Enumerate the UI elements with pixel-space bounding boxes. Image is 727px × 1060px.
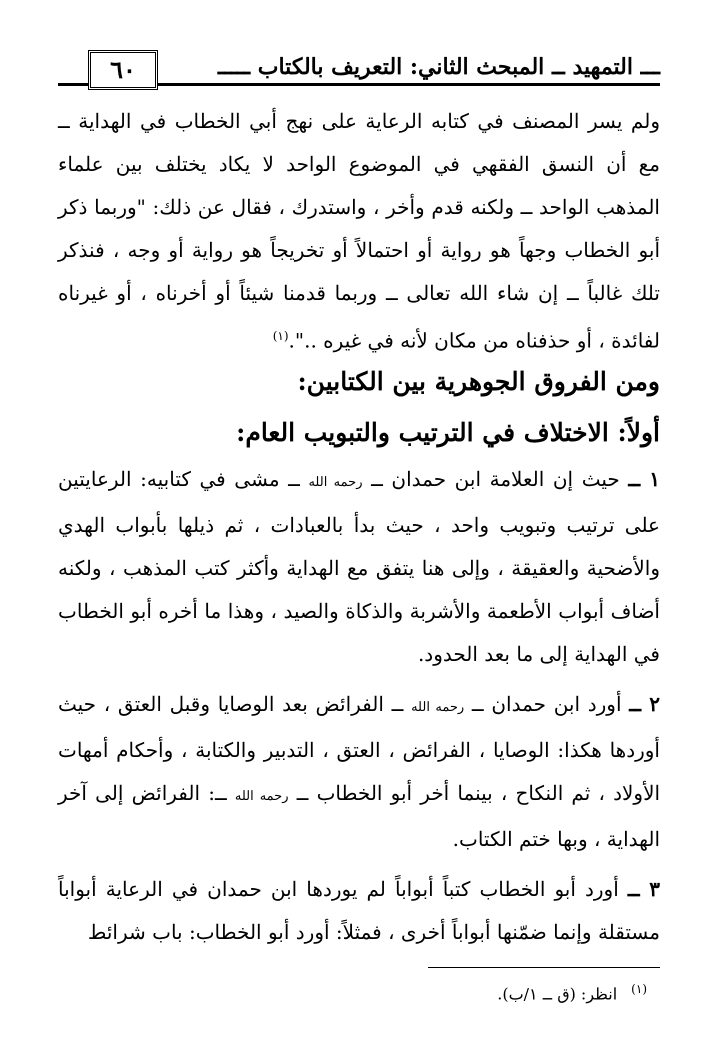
honorific: رحمه الله <box>234 789 289 804</box>
item-text: ــ مشى في كتابيه: الرعايتين على ترتيب وتبويب واحد ، حيث بدأ بالعبادات ، ثم ذيلها بأبواب الهدي والأضحية والعقيقة ، وإلى هنا يتفق مع الهداية وأكثر كتب المذهب ، ولكنه أضاف أبواب الأطعمة والأشربة والذكاة والصيد ، وهذا ما أخره أبو الخطاب في الهداية إلى ما بعد الحدود. <box>58 467 660 666</box>
page-header <box>58 50 660 90</box>
list-item <box>58 458 660 676</box>
footnote-text: انظر: (ق ــ ١/ب). <box>497 984 618 1004</box>
list-item <box>58 868 660 954</box>
subsection-heading: أولاً: الاختلاف في الترتيب والتبويب العام: <box>236 418 660 447</box>
intro-paragraph <box>58 100 660 363</box>
item-text: أورد ابن حمدان ــ <box>471 692 622 716</box>
running-title: ـــ التمهيد ــ المبحث الثاني: التعريف بالكتاب ـــــ <box>210 54 660 80</box>
item-text: ــ الفرائض بعد الوصايا وقبل العتق ، حيث أوردها هكذا: الوصايا ، الفرائض ، العتق ، التدبير والكتابة ، وأحكام أمهات الأولاد ، ثم النكاح ، بينما أخر أبو الخطاب ــ <box>58 692 661 805</box>
section-heading: ومن الفروق الجوهرية بين الكتابين: <box>297 367 660 396</box>
footnote-marker: (١) <box>631 982 647 996</box>
honorific: رحمه الله <box>308 475 363 490</box>
page-number: ٦٠ <box>88 50 158 90</box>
footnote-divider <box>428 967 660 968</box>
item-number: ١ ــ <box>628 467 661 491</box>
intro-text: ولم يسر المصنف في كتابه الرعاية على نهج أبي الخطاب في الهداية ــ مع أن النسق الفقهي في الموضوع الواحد لا يكاد يختلف بين علماء المذهب الواحد ــ ولكنه قدم وأخر ، واستدرك ، فقال عن ذلك: "وربما ذكر أبو الخطاب وجهاً هو رواية أو احتمالاً أو تخريجاً هو رواية أو وجه ، فنذكر تلك غالباً ــ إن شاء الله تعالى ــ وربما قدمنا شيئاً أو أخرناه ، أو غيرناه لفائدة ، أو حذفناه من مكان لأنه في غيره ..". <box>58 109 660 353</box>
footnote-reference: (١) <box>272 329 289 343</box>
item-number: ٢ ــ <box>629 692 660 716</box>
item-text: حيث إن العلامة ابن حمدان ــ <box>371 467 620 491</box>
item-text: أورد أبو الخطاب كتباً أبواباً لم يوردها ابن حمدان في الرعاية أبواباً مستقلة وإنما ضمّنها أبواباً أخرى ، فمثلاً: أورد أبو الخطاب: باب شرائط <box>58 877 660 944</box>
item-text: ــ: الفرائض إلى آخر الهداية ، وبها ختم الكتاب. <box>58 781 660 851</box>
honorific: رحمه الله <box>411 700 465 715</box>
footnote <box>497 982 647 1003</box>
list-item <box>58 683 660 861</box>
item-number: ٣ ــ <box>627 877 660 901</box>
